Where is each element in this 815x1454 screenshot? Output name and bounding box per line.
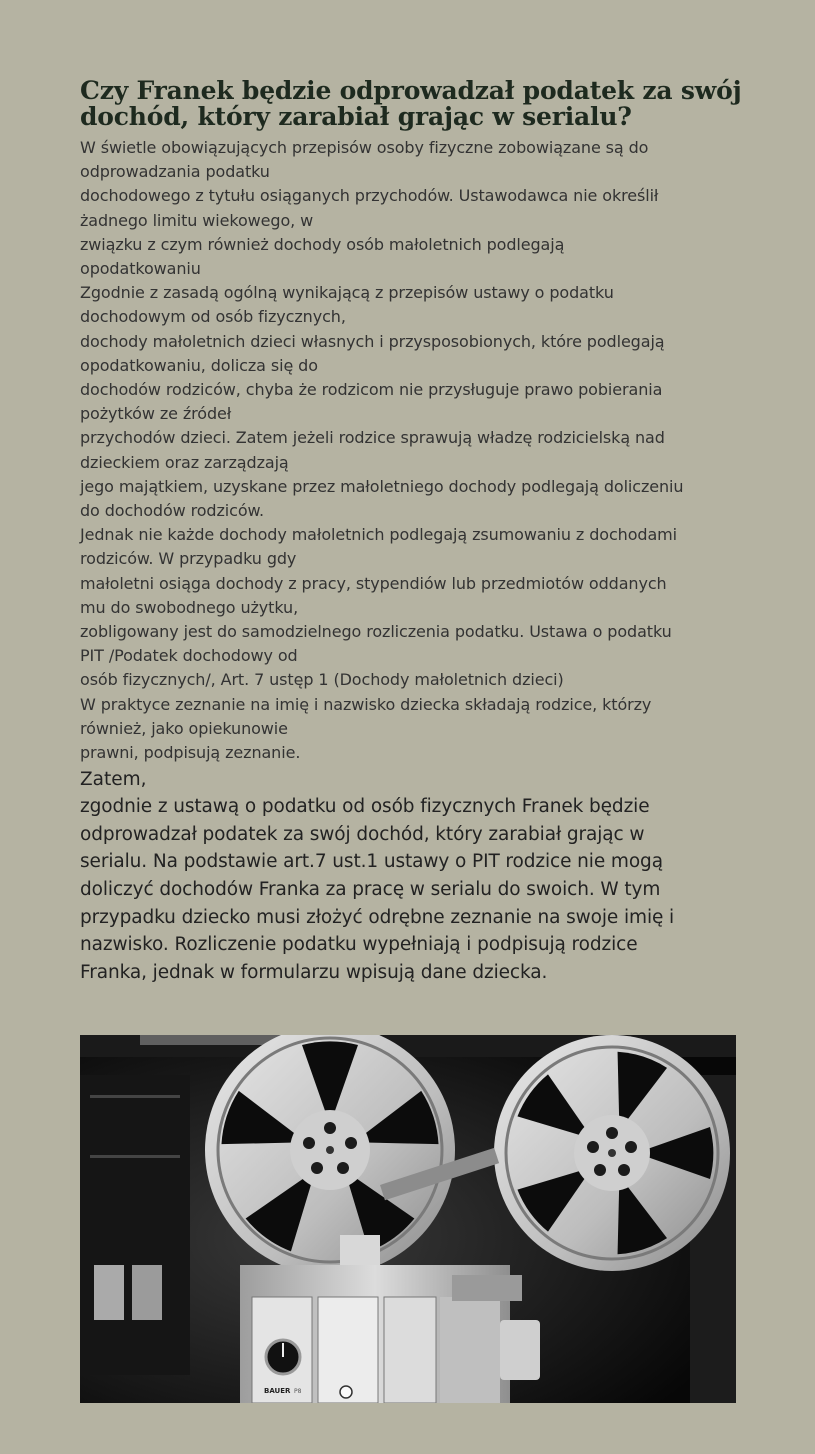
body-line: prawni, podpisują zeznanie. <box>80 743 301 763</box>
title-line: Czy Franek będzie odprowadzał podatek za swój <box>80 76 742 105</box>
body-line: mu do swobodnego użytku, <box>80 597 299 617</box>
article-body <box>80 136 750 765</box>
body-line: żadnego limitu wiekowego, w <box>80 210 314 230</box>
body-line: pożytków ze źródeł <box>80 404 232 424</box>
body-line: przychodów dzieci. Zatem jeżeli rodzice sprawują władzę rodzicielską nad <box>80 428 665 448</box>
article-title <box>80 78 750 130</box>
conclusion-line: odprowadzał podatek za swój dochód, który zarabiał grając w <box>80 823 645 845</box>
body-line: PIT /Podatek dochodowy od <box>80 646 298 666</box>
body-line: osób fizycznych/, Art. 7 ustęp 1 (Dochody małoletnich dzieci) <box>80 670 564 690</box>
body-line: dochodowego z tytułu osiąganych przychodów. Ustawodawca nie określił <box>80 186 659 206</box>
projector-body <box>240 1265 540 1403</box>
film-projector-icon <box>80 1035 736 1403</box>
body-line: zobligowany jest do samodzielnego rozliczenia podatku. Ustawa o podatku <box>80 622 672 642</box>
article <box>80 78 750 986</box>
body-line: opodatkowaniu <box>80 259 201 279</box>
body-line: Jednak nie każde dochody małoletnich podlegają zsumowaniu z dochodami <box>80 525 677 545</box>
body-line: W praktyce zeznanie na imię i nazwisko dziecka składają rodzice, którzy <box>80 694 652 714</box>
body-line: również, jako opiekunowie <box>80 718 288 738</box>
body-line: dochody małoletnich dzieci własnych i przysposobionych, które podlegają <box>80 331 665 351</box>
brand-label: BAUER <box>264 1387 291 1395</box>
model-label: P8 <box>294 1388 302 1395</box>
body-line: związku z czym również dochody osób małoletnich podlegają <box>80 234 565 254</box>
body-line: odprowadzania podatku <box>80 162 270 182</box>
body-line: rodziców. W przypadku gdy <box>80 549 297 569</box>
conclusion-line: serialu. Na podstawie art.7 ust.1 ustawy o PIT rodzice nie mogą <box>80 851 663 873</box>
conclusion-line: zgodnie z ustawą o podatku od osób fizycznych Franek będzie <box>80 796 650 818</box>
conclusion-line: doliczyć dochodów Franka za pracę w serialu do swoich. W tym <box>80 879 661 901</box>
conclusion-heading: Zatem, <box>80 769 147 791</box>
right-reel <box>494 1035 730 1271</box>
body-line: do dochodów rodziców. <box>80 501 265 521</box>
body-line: dochodowym od osób fizycznych, <box>80 307 346 327</box>
conclusion-line: Franka, jednak w formularzu wpisują dane dziecka. <box>80 961 548 983</box>
conclusion <box>80 767 750 986</box>
body-line: opodatkowaniu, dolicza się do <box>80 355 318 375</box>
body-line: dzieckiem oraz zarządzają <box>80 452 289 472</box>
title-line: dochód, który zarabiał grając w serialu? <box>80 102 632 131</box>
body-line: jego majątkiem, uzyskane przez małoletniego dochody podlegają doliczeniu <box>80 476 684 496</box>
conclusion-line: nazwisko. Rozliczenie podatku wypełniają i podpisują rodzice <box>80 934 638 956</box>
film-projector-photo <box>80 1035 736 1403</box>
body-line: małoletni osiąga dochody z pracy, stypendiów lub przedmiotów oddanych <box>80 573 667 593</box>
body-line: Zgodnie z zasadą ogólną wynikającą z przepisów ustawy o podatku <box>80 283 614 303</box>
conclusion-line: przypadku dziecko musi złożyć odrębne zeznanie na swoje imię i <box>80 906 675 928</box>
body-line: dochodów rodziców, chyba że rodzicom nie przysługuje prawo pobierania <box>80 380 663 400</box>
body-line: W świetle obowiązujących przepisów osoby fizyczne zobowiązane są do <box>80 138 649 157</box>
left-reel <box>205 1035 455 1275</box>
